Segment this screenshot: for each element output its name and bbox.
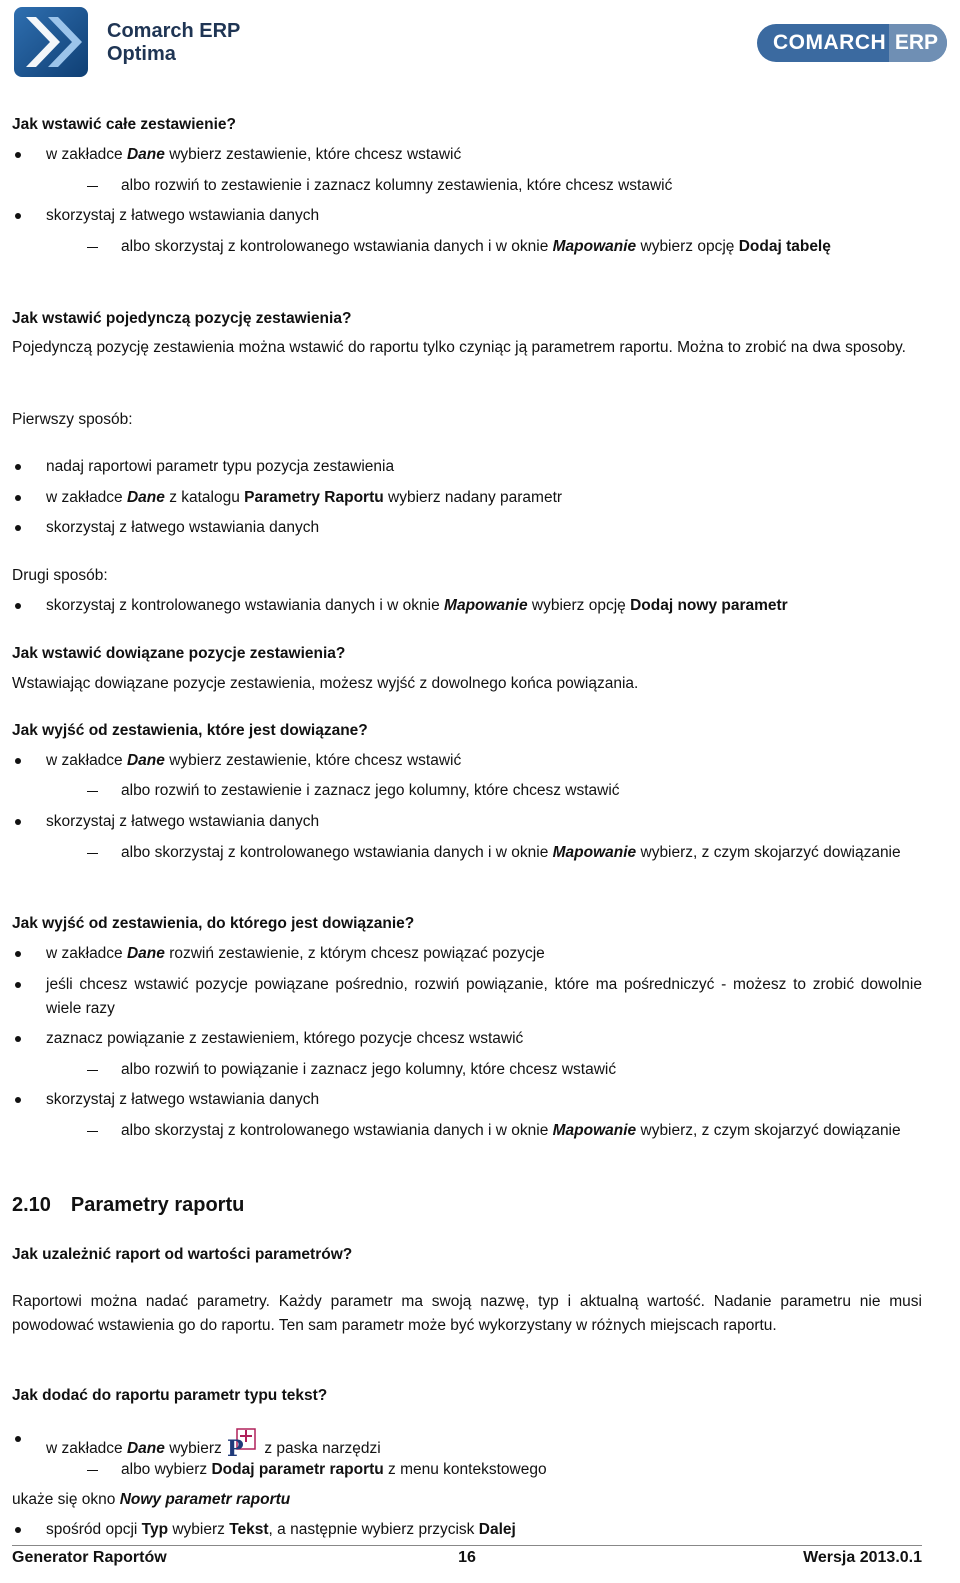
list-item: w zakładce Dane z katalogu Parametry Raportu wybierz nadany parametr	[46, 486, 922, 510]
heading-parameters: Jak uzależnić raport od wartości parametrów?	[12, 1246, 353, 1263]
brand-suffix: ERP	[894, 31, 938, 54]
sub-list-item: albo rozwiń to zestawienie i zaznacz jego kolumny, które chcesz wstawić	[121, 779, 922, 803]
paragraph: Pojedynczą pozycję zestawienia można wstawić do raportu tylko czyniąc ją parametrem raportu. Można to zrobić na dwa sposoby.	[12, 339, 906, 356]
section-title: 2.10 Parametry raportu	[12, 1194, 245, 1216]
list-item: jeśli chcesz wstawić pozycje powiązane pośrednio, rozwiń powiązanie, które ma pośredniczyć - możesz to zrobić dowolnie wiele razy	[46, 973, 922, 1021]
label-first-way: Pierwszy sposób:	[12, 411, 133, 428]
sub-list-item: albo skorzystaj z kontrolowanego wstawiania danych i w oknie Mapowanie wybierz opcję Dodaj tabelę	[121, 235, 922, 259]
list-item: w zakładce Dane rozwiń zestawienie, z którym chcesz powiązać pozycje	[46, 942, 922, 966]
list-item: skorzystaj z łatwego wstawiania danych	[46, 1088, 922, 1112]
footer-version: Wersja 2013.0.1	[803, 1549, 922, 1566]
add-parameter-icon[interactable]	[226, 1427, 260, 1459]
product-name-line1: Comarch ERP	[107, 20, 241, 42]
page-number: 16	[458, 1549, 476, 1566]
comarch-erp-logo	[757, 24, 947, 62]
sub-list-item: albo wybierz Dodaj parametr raportu z menu kontekstowego	[121, 1458, 922, 1482]
list-item: w zakładce Dane wybierz P z paska narzędzi	[46, 1427, 922, 1461]
brand-text: COMARCH	[773, 31, 887, 54]
list-item: skorzystaj z łatwego wstawiania danych	[46, 810, 922, 834]
list-item: w zakładce Dane wybierz zestawienie, które chcesz wstawić	[46, 143, 922, 167]
product-name-line2: Optima	[107, 43, 176, 65]
list-item: nadaj raportowi parametr typu pozycja zestawienia	[46, 455, 922, 479]
list-item: skorzystaj z łatwego wstawiania danych	[46, 516, 922, 540]
svg-text:P: P	[227, 1436, 244, 1459]
page-footer	[12, 1545, 922, 1570]
paragraph: Raportowi można nadać parametry. Każdy parametr ma swoją nazwę, typ i aktualną wartość. Nadanie parametru nie musi powodować wstawienia go do raportu. Ten sam parametr może być wykorzystany w różnych miejscach raportu.	[12, 1293, 922, 1334]
heading-insert-linked-positions: Jak wstawić dowiązane pozycje zestawienia?	[12, 645, 346, 662]
sub-list-item: albo skorzystaj z kontrolowanego wstawiania danych i w oknie Mapowanie wybierz, z czym skojarzyć dowiązanie	[121, 1119, 922, 1143]
heading-insert-single-position: Jak wstawić pojedynczą pozycję zestawienia?	[12, 310, 352, 327]
list-item: zaznacz powiązanie z zestawieniem, którego pozycje chcesz wstawić	[46, 1027, 922, 1051]
heading-add-text-parameter: Jak dodać do raportu parametr typu tekst?	[12, 1387, 328, 1404]
label-second-way: Drugi sposób:	[12, 567, 108, 584]
list-item: spośród opcji Typ wybierz Tekst, a następnie wybierz przycisk Dalej	[46, 1518, 922, 1542]
list-item: skorzystaj z łatwego wstawiania danych	[46, 204, 922, 228]
paragraph: Wstawiając dowiązane pozycje zestawienia, możesz wyjść z dowolnego końca powiązania.	[12, 675, 639, 692]
paragraph: ukaże się okno Nowy parametr raportu	[12, 1491, 291, 1508]
sub-list-item: albo skorzystaj z kontrolowanego wstawiania danych i w oknie Mapowanie wybierz, z czym skojarzyć dowiązanie	[121, 841, 922, 865]
list-item: w zakładce Dane wybierz zestawienie, które chcesz wstawić	[46, 749, 922, 773]
heading-insert-whole-report: Jak wstawić całe zestawienie?	[12, 116, 237, 133]
sub-list-item: albo rozwiń to zestawienie i zaznacz kolumny zestawienia, które chcesz wstawić	[121, 174, 922, 198]
heading-start-from-linking: Jak wyjść od zestawienia, do którego jest dowiązanie?	[12, 915, 415, 932]
list-item: skorzystaj z kontrolowanego wstawiania danych i w oknie Mapowanie wybierz opcję Dodaj nowy parametr	[46, 594, 922, 618]
footer-product: Generator Raportów	[12, 1549, 167, 1566]
heading-start-from-linked: Jak wyjść od zestawienia, które jest dowiązane?	[12, 722, 368, 739]
sub-list-item: albo rozwiń to powiązanie i zaznacz jego kolumny, które chcesz wstawić	[121, 1058, 922, 1082]
comarch-optima-logo-icon	[14, 7, 88, 77]
